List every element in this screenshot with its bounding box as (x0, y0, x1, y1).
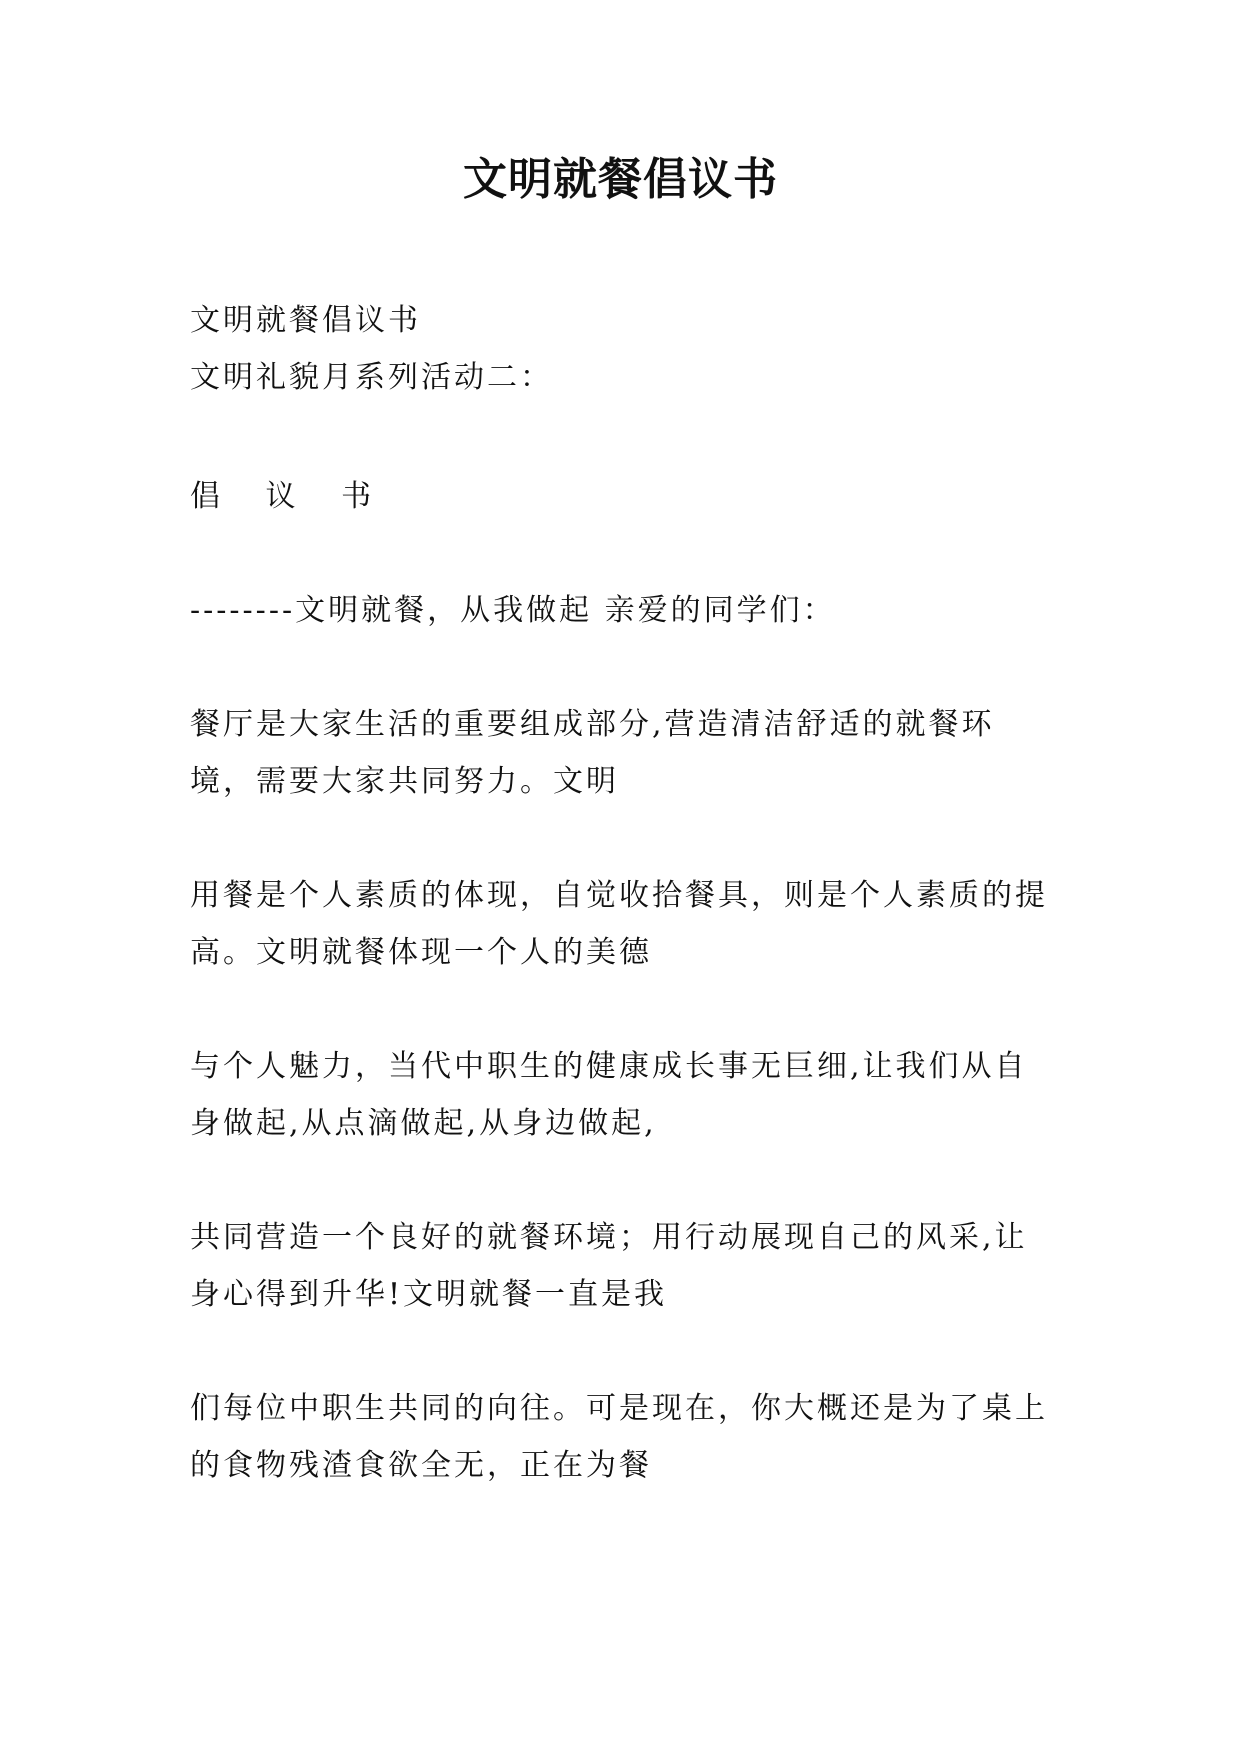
paragraph-2: 用餐是个人素质的体现，自觉收拾餐具，则是个人素质的提高。文明就餐体现一个人的美德 (190, 878, 1048, 970)
document-body (190, 292, 1060, 1494)
series-line: 文明礼貌月系列活动二： (190, 360, 553, 395)
paragraph-4: 共同营造一个良好的就餐环境；用行动展现自己的风采,让身心得到升华!文明就餐一直是我 (190, 1220, 1028, 1312)
header-title-line: 文明就餐倡议书 (190, 303, 421, 338)
paragraph-5: 们每位中职生共同的向往。可是现在，你大概还是为了桌上的食物残渣食欲全无，正在为餐 (190, 1391, 1048, 1483)
proposal-heading: 倡 议 书 (190, 479, 390, 514)
paragraph-1: 餐厅是大家生活的重要组成部分,营造清洁舒适的就餐环境，需要大家共同努力。文明 (190, 707, 995, 799)
paragraph-3: 与个人魅力，当代中职生的健康成长事无巨细,让我们从自身做起,从点滴做起,从身边做起, (190, 1049, 1028, 1141)
document-title: 文明就餐倡议书 (463, 154, 778, 205)
greeting-line: --------文明就餐，从我做起 亲爱的同学们： (190, 593, 836, 628)
